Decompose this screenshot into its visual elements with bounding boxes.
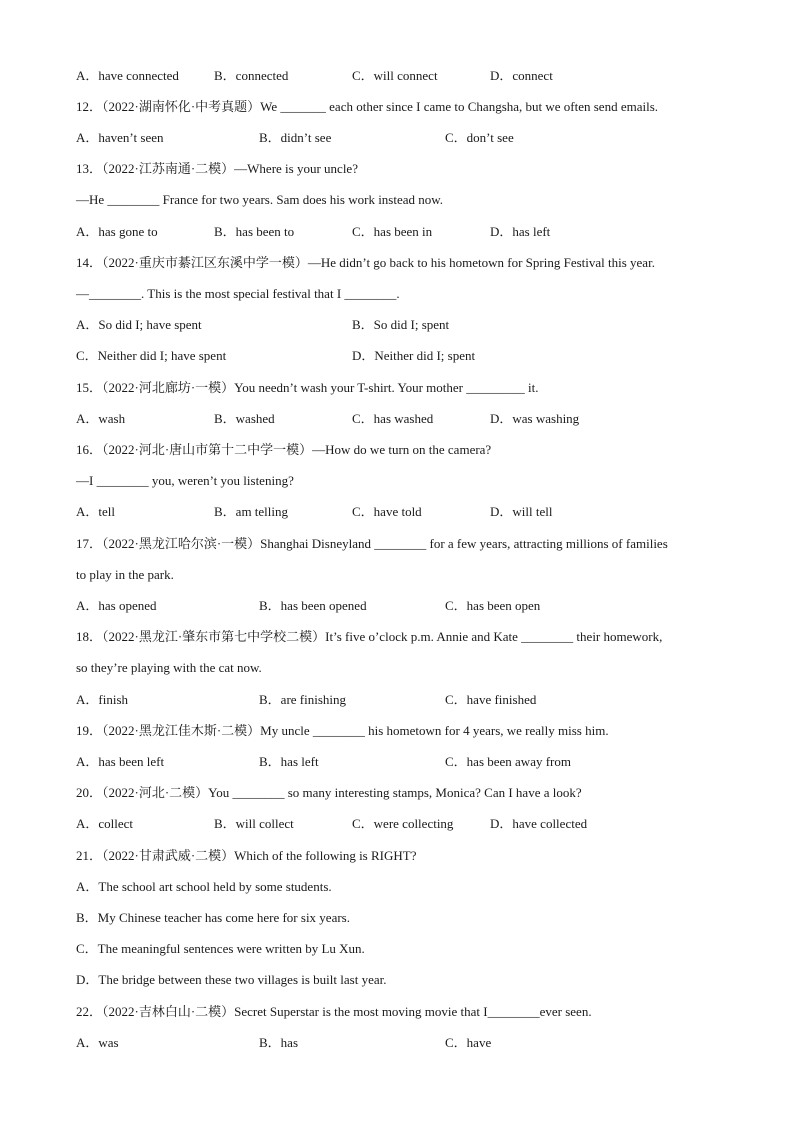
q13-option-d[interactable]: D．has left bbox=[490, 224, 551, 239]
q14-option-d[interactable]: D．Neither did I; spent bbox=[352, 348, 476, 363]
q11-option-a[interactable]: A．have connected bbox=[76, 68, 179, 83]
q20-option-c[interactable]: C．were collecting bbox=[352, 816, 454, 831]
q13-option-b[interactable]: B．has been to bbox=[214, 224, 295, 239]
q18-option-c[interactable]: C．have finished bbox=[445, 692, 537, 707]
q14-option-b[interactable]: B．So did I; spent bbox=[352, 317, 450, 332]
q17-option-a[interactable]: A．has opened bbox=[76, 598, 157, 613]
q17-option-c[interactable]: C．has been open bbox=[445, 598, 541, 613]
q18-stem: 18．（2022·黑龙江·肇东市第七中学校二模）It’s five o’clock p.m. Annie and Kate ________ their homework, bbox=[76, 629, 663, 644]
q22-option-b[interactable]: B．has bbox=[259, 1035, 299, 1050]
q12-stem: 12．（2022·湖南怀化·中考真题）We _______ each other since I came to Changsha, but we often send emails. bbox=[76, 99, 659, 114]
q16-option-c[interactable]: C．have told bbox=[352, 504, 422, 519]
q21-stem: 21．（2022·甘肃武威·二模）Which of the following is RIGHT? bbox=[76, 848, 417, 863]
q13-option-a[interactable]: A．has gone to bbox=[76, 224, 158, 239]
q17-option-b[interactable]: B．has been opened bbox=[259, 598, 367, 613]
q19-option-c[interactable]: C．has been away from bbox=[445, 754, 571, 769]
q16-stem: 16．（2022·河北·唐山市第十二中学一模）—How do we turn on the camera? bbox=[76, 442, 492, 457]
q19-stem: 19．（2022·黑龙江佳木斯·二模）My uncle ________ his hometown for 4 years, we really miss him. bbox=[76, 723, 609, 738]
q15-option-b[interactable]: B．washed bbox=[214, 411, 275, 426]
q17-stem-line2: to play in the park. bbox=[76, 567, 174, 582]
q16-option-d[interactable]: D．will tell bbox=[490, 504, 553, 519]
q22-option-c[interactable]: C．have bbox=[445, 1035, 492, 1050]
q15-stem: 15．（2022·河北廊坊·一模）You needn’t wash your T-shirt. Your mother _________ it. bbox=[76, 380, 539, 395]
q15-option-d[interactable]: D．was washing bbox=[490, 411, 580, 426]
q11-option-d[interactable]: D．connect bbox=[490, 68, 553, 83]
q20-option-a[interactable]: A．collect bbox=[76, 816, 134, 831]
q16-stem-line2: —I ________ you, weren’t you listening? bbox=[76, 473, 294, 488]
q14-stem-line2: —________. This is the most special festival that I ________. bbox=[76, 286, 400, 301]
q15-option-c[interactable]: C．has washed bbox=[352, 411, 434, 426]
q19-option-a[interactable]: A．has been left bbox=[76, 754, 165, 769]
q14-stem: 14．（2022·重庆市綦江区东溪中学一模）—He didn’t go back to his hometown for Spring Festival this year. bbox=[76, 255, 655, 270]
q20-option-b[interactable]: B．will collect bbox=[214, 816, 294, 831]
q18-stem-line2: so they’re playing with the cat now. bbox=[76, 660, 262, 675]
q20-option-d[interactable]: D．have collected bbox=[490, 816, 588, 831]
q21-option-c[interactable]: C．The meaningful sentences were written by Lu Xun. bbox=[76, 941, 365, 956]
q14-option-c[interactable]: C．Neither did I; have spent bbox=[76, 348, 227, 363]
q12-option-b[interactable]: B．didn’t see bbox=[259, 130, 332, 145]
q13-option-c[interactable]: C．has been in bbox=[352, 224, 433, 239]
q13-stem: 13．（2022·江苏南通·二模）—Where is your uncle? bbox=[76, 161, 358, 176]
q22-stem: 22．（2022·吉林白山·二模）Secret Superstar is the most moving movie that I________ever seen. bbox=[76, 1004, 592, 1019]
q14-option-a[interactable]: A．So did I; have spent bbox=[76, 317, 202, 332]
q16-option-b[interactable]: B．am telling bbox=[214, 504, 289, 519]
q11-option-c[interactable]: C．will connect bbox=[352, 68, 438, 83]
q11-option-b[interactable]: B．connected bbox=[214, 68, 289, 83]
q17-stem: 17．（2022·黑龙江哈尔滨·一模）Shanghai Disneyland ________ for a few years, attracting millions of families bbox=[76, 536, 668, 551]
q16-option-a[interactable]: A．tell bbox=[76, 504, 115, 519]
q12-option-a[interactable]: A．haven’t seen bbox=[76, 130, 164, 145]
q21-option-d[interactable]: D．The bridge between these two villages is built last year. bbox=[76, 972, 387, 987]
q18-option-b[interactable]: B．are finishing bbox=[259, 692, 347, 707]
q15-option-a[interactable]: A．wash bbox=[76, 411, 126, 426]
q21-option-a[interactable]: A．The school art school held by some students. bbox=[76, 879, 332, 894]
q13-stem-line2: —He ________ France for two years. Sam does his work instead now. bbox=[76, 192, 444, 207]
q18-option-a[interactable]: A．finish bbox=[76, 692, 129, 707]
q19-option-b[interactable]: B．has left bbox=[259, 754, 319, 769]
q20-stem: 20．（2022·河北·二模）You ________ so many interesting stamps, Monica? Can I have a look? bbox=[76, 785, 582, 800]
q22-option-a[interactable]: A．was bbox=[76, 1035, 119, 1050]
q21-option-b[interactable]: B．My Chinese teacher has come here for six years. bbox=[76, 910, 350, 925]
q12-option-c[interactable]: C．don’t see bbox=[445, 130, 514, 145]
